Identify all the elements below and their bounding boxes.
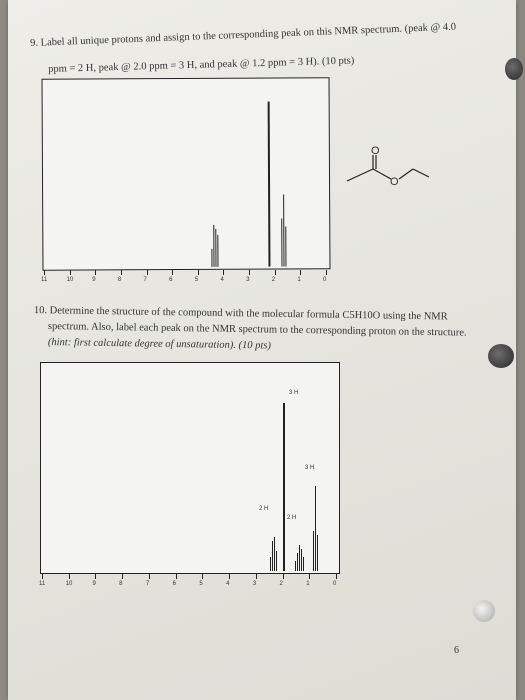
binder-hole-middle — [488, 344, 514, 368]
spectrum-1-axis-tick — [147, 270, 148, 275]
spectrum-1-axis-tick-label: 8 — [117, 277, 122, 283]
spectrum-2-axis-tick-label: 10 — [65, 581, 73, 587]
structure-carbonyl-oxygen: O — [371, 145, 380, 157]
spectrum-2-axis — [36, 574, 342, 596]
spectrum-1-axis-tick-label: 4 — [220, 277, 224, 283]
spectrum-1-axis-tick-label: 5 — [194, 277, 199, 283]
spectrum-2-axis-tick — [149, 574, 150, 579]
spectrum-1-peak-2ppm — [268, 102, 271, 267]
spectrum-2-axis-tick-label: 3 — [252, 581, 257, 587]
peak-label-2h-left: 2 H — [259, 506, 269, 512]
spectrum-2-axis-tick — [69, 574, 70, 579]
question-10-text-line-1: 10. Determine the structure of the compound with the molecular formula C5H10O using the NMR — [33, 305, 448, 323]
spectrum-2-sextet-a — [295, 561, 296, 571]
spectrum-2-sextet-d — [301, 549, 302, 571]
binder-hole-bottom — [473, 600, 495, 622]
spectrum-1-axis-tick — [223, 270, 224, 275]
spectrum-2-axis-tick — [122, 574, 123, 579]
spectrum-2-axis-tick-label: 2 — [279, 581, 283, 587]
spectrum-2-axis-tick-label: 9 — [92, 581, 96, 587]
question-9-number: 9. — [30, 37, 39, 49]
spectrum-2-triplet-c — [317, 535, 318, 571]
spectrum-1-axis-tick — [44, 270, 45, 275]
spectrum-1-axis-tick-label: 1 — [297, 277, 301, 283]
spectrum-2-axis-tick — [283, 574, 284, 579]
worksheet-page — [8, 0, 516, 700]
question-9-line-2: ppm = 2 H, peak @ 2.0 ppm = 3 H, and peak @ 1.2 ppm = 3 H). (10 pts) — [48, 55, 355, 75]
spectrum-2-axis-tick-label: 8 — [119, 581, 123, 587]
binder-hole-top — [505, 58, 523, 80]
spectrum-2-axis-tick — [202, 574, 203, 579]
peak-label-2h-right: 2 H — [287, 515, 297, 521]
question-10-line-2: spectrum. Also, label each peak on the NMR spectrum to the corresponding proton on the structure. — [47, 321, 467, 339]
spectrum-1-axis-tick — [172, 270, 173, 275]
spectrum-2-quartet-c — [274, 537, 275, 571]
spectrum-1-peak-4ppm-c — [217, 235, 218, 267]
spectrum-1-axis-tick — [249, 270, 250, 275]
spectrum-1-peak-4ppm-d — [211, 249, 212, 267]
spectrum-2-axis-tick — [229, 574, 230, 579]
spectrum-2-axis-tick-label: 4 — [226, 581, 230, 587]
spectrum-1-axis-tick — [198, 270, 199, 275]
spectrum-1-axis-tick — [275, 270, 276, 275]
spectrum-1-peak-1_2ppm-c — [285, 226, 286, 266]
peak-label-3h-tall: 3 H — [289, 390, 299, 396]
spectrum-1-axis-tick-label: 10 — [66, 277, 74, 283]
spectrum-2-axis-tick — [95, 574, 96, 579]
spectrum-1-axis-tick — [326, 270, 327, 275]
spectrum-2-triplet-a — [313, 531, 314, 571]
spectrum-2-quartet-a — [270, 557, 271, 571]
spectrum-1-axis — [38, 270, 332, 292]
spectrum-2-axis-tick — [336, 574, 337, 579]
spectrum-1-axis-tick-label: 0 — [323, 277, 327, 283]
spectrum-2-axis-tick-label: 0 — [333, 581, 337, 587]
nmr-spectrum-2 — [40, 362, 340, 574]
spectrum-1-peak-4ppm-a — [213, 225, 214, 267]
spectrum-1-axis-tick — [95, 270, 96, 275]
spectrum-2-axis-tick — [42, 574, 43, 579]
question-10-line-3: (hint: first calculate degree of unsaturation). (10 pts) — [47, 337, 271, 352]
spectrum-2-axis-tick-label: 6 — [172, 581, 176, 587]
page-number: 6 — [454, 645, 459, 656]
spectrum-2-axis-tick-label: 1 — [306, 581, 310, 587]
spectrum-2-triplet-b — [315, 486, 316, 571]
spectrum-1-peak-4ppm-b — [215, 229, 216, 267]
structure-ester-oxygen: O — [390, 176, 399, 188]
spectrum-2-axis-tick — [256, 574, 257, 579]
spectrum-2-axis-tick — [176, 574, 177, 579]
spectrum-1-axis-tick — [70, 270, 71, 275]
spectrum-2-sextet-b — [297, 553, 298, 571]
spectrum-2-singlet — [283, 403, 285, 571]
question-9-text-line-1: Label all unique protons and assign to the corresponding peak on this NMR spectrum. (peak @ 4.0 — [40, 21, 457, 49]
question-10-line-1 — [34, 305, 448, 322]
peak-label-3h-short: 3 H — [305, 465, 315, 471]
spectrum-2-axis-tick — [309, 574, 310, 579]
spectrum-1-axis-tick-label: 11 — [41, 277, 48, 283]
spectrum-2-quartet-b — [272, 541, 273, 571]
spectrum-1-axis-tick-label: 3 — [246, 277, 250, 283]
ester-structure-drawing — [343, 145, 433, 195]
nmr-spectrum-1 — [41, 77, 330, 271]
spectrum-2-axis-tick-label: 11 — [39, 581, 46, 587]
spectrum-1-axis-tick-label: 9 — [92, 277, 96, 283]
spectrum-1-axis-tick — [121, 270, 122, 275]
spectrum-2-axis-tick-label: 5 — [199, 581, 203, 587]
spectrum-1-axis-tick-label: 7 — [143, 277, 147, 283]
spectrum-2-sextet-e — [303, 557, 304, 571]
spectrum-2-axis-tick-label: 7 — [145, 581, 150, 587]
spectrum-1-peak-1_2ppm-b — [283, 194, 284, 266]
question-9-line-1 — [30, 22, 456, 49]
spectrum-1-axis-tick-label: 6 — [169, 277, 173, 283]
spectrum-2-sextet-c — [299, 545, 300, 571]
spectrum-2-quartet-d — [276, 551, 277, 571]
spectrum-1-axis-tick — [300, 270, 301, 275]
spectrum-1-axis-tick-label: 2 — [271, 277, 276, 283]
